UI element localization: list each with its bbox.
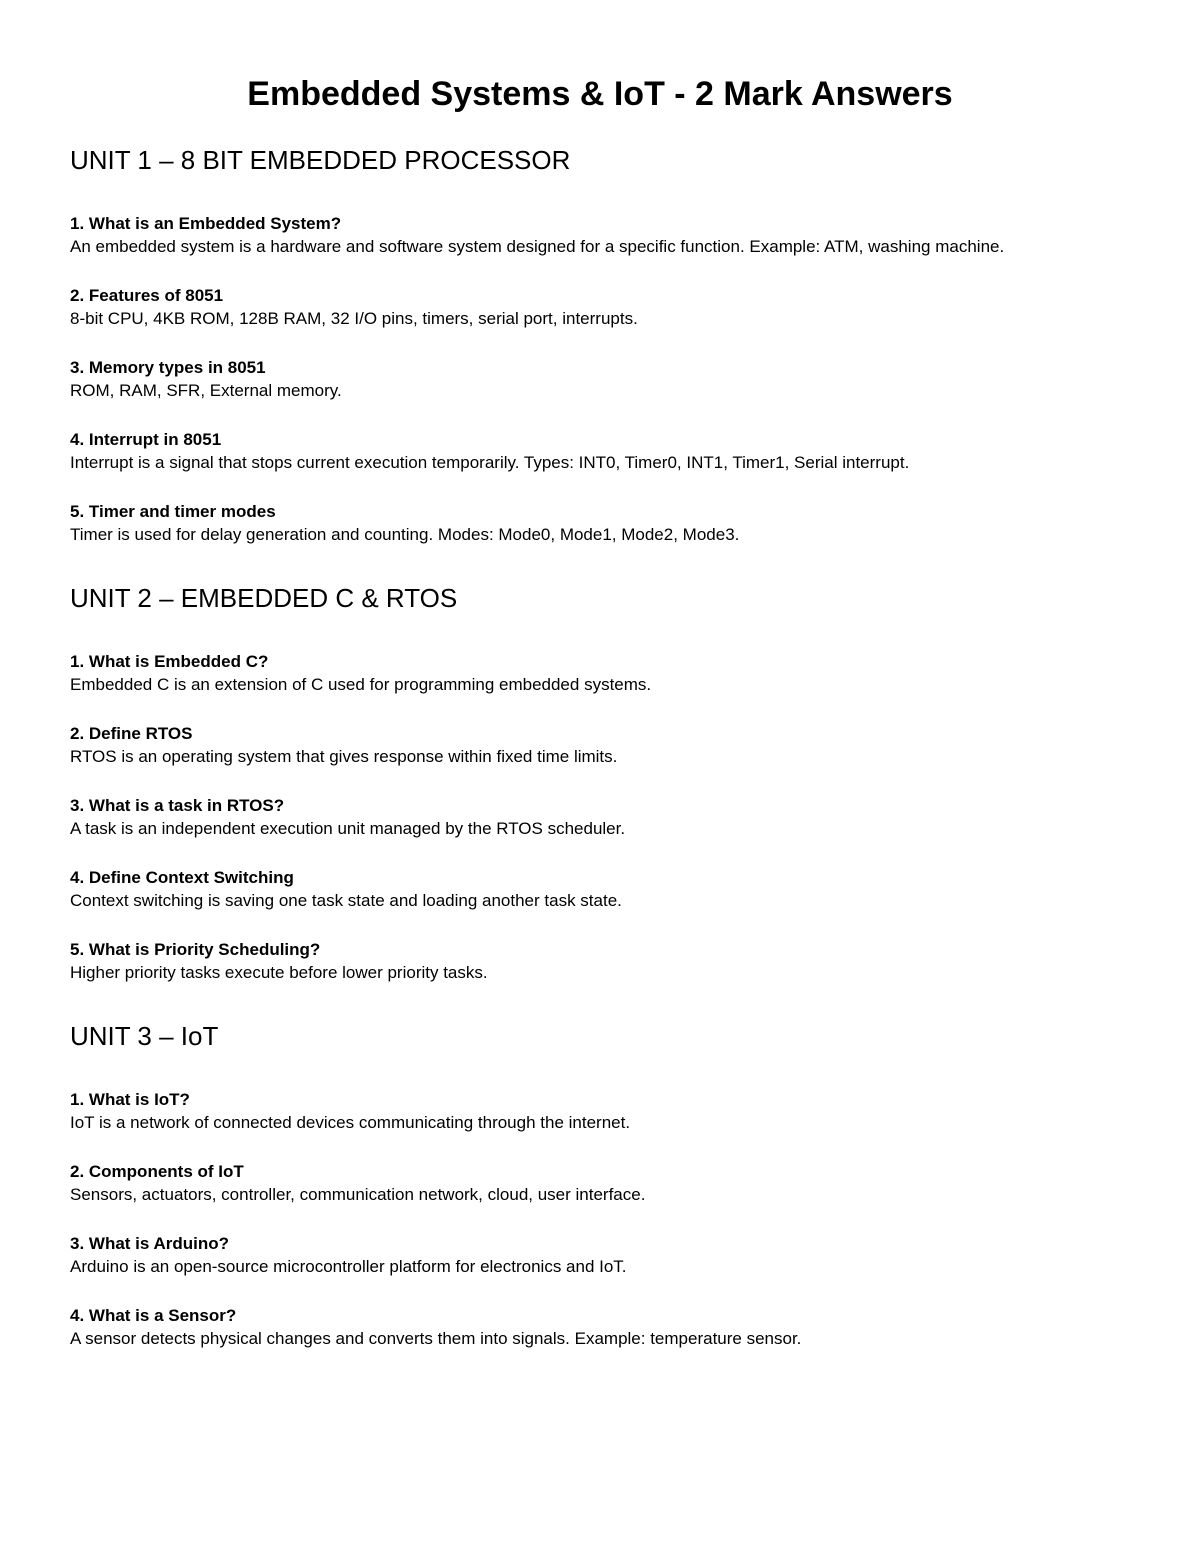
qa-item: [70, 356, 1130, 402]
answer: ROM, RAM, SFR, External memory.: [70, 381, 342, 400]
qa-item: [70, 212, 1130, 258]
unit-section-2: [70, 582, 1130, 984]
answer: Embedded C is an extension of C used for programming embedded systems.: [70, 675, 652, 694]
answer: Interrupt is a signal that stops current execution temporarily. Types: INT0, Timer0, INT1, Timer1, Serial interrupt.: [70, 453, 910, 472]
answer: IoT is a network of connected devices communicating through the internet.: [70, 1113, 631, 1132]
unit-heading: UNIT 3 – IoT: [70, 1021, 219, 1051]
question: 3. Memory types in 8051: [70, 358, 266, 377]
qa-item: [70, 722, 1130, 768]
answer: A sensor detects physical changes and converts them into signals. Example: temperature sensor.: [70, 1329, 802, 1348]
question: 4. Interrupt in 8051: [70, 430, 222, 449]
qa-item: [70, 794, 1130, 840]
question: 1. What is Embedded C?: [70, 652, 269, 671]
answer: A task is an independent execution unit managed by the RTOS scheduler.: [70, 819, 626, 838]
answer: RTOS is an operating system that gives response within fixed time limits.: [70, 747, 618, 766]
qa-item: [70, 1160, 1130, 1206]
qa-item: [70, 866, 1130, 912]
qa-item: [70, 1232, 1130, 1278]
answer: Higher priority tasks execute before lower priority tasks.: [70, 963, 488, 982]
question: 1. What is IoT?: [70, 1090, 190, 1109]
qa-item: [70, 284, 1130, 330]
question: 1. What is an Embedded System?: [70, 214, 342, 233]
question: 2. Define RTOS: [70, 724, 193, 743]
question: 2. Components of IoT: [70, 1162, 244, 1181]
question: 3. What is a task in RTOS?: [70, 796, 285, 815]
answer: Arduino is an open-source microcontroller platform for electronics and IoT.: [70, 1257, 627, 1276]
unit-section-1: [70, 144, 1130, 546]
qa-item: [70, 1304, 1130, 1350]
answer: Context switching is saving one task state and loading another task state.: [70, 891, 622, 910]
question: 2. Features of 8051: [70, 286, 224, 305]
qa-item: [70, 650, 1130, 696]
answer: Timer is used for delay generation and counting. Modes: Mode0, Mode1, Mode2, Mode3.: [70, 525, 740, 544]
answer: An embedded system is a hardware and software system designed for a specific function. Example: ATM, washing machine.: [70, 237, 1005, 256]
question: 5. Timer and timer modes: [70, 502, 276, 521]
qa-item: [70, 938, 1130, 984]
unit-heading: UNIT 2 – EMBEDDED C & RTOS: [70, 583, 458, 613]
qa-item: [70, 500, 1130, 546]
unit-section-3: [70, 1020, 1130, 1350]
question: 3. What is Arduino?: [70, 1234, 229, 1253]
question: 4. Define Context Switching: [70, 868, 294, 887]
document-title: Embedded Systems & IoT - 2 Mark Answers: [247, 75, 953, 113]
question: 5. What is Priority Scheduling?: [70, 940, 321, 959]
question: 4. What is a Sensor?: [70, 1306, 237, 1325]
qa-item: [70, 1088, 1130, 1134]
unit-heading: UNIT 1 – 8 BIT EMBEDDED PROCESSOR: [70, 145, 571, 175]
qa-item: [70, 428, 1130, 474]
answer: 8-bit CPU, 4KB ROM, 128B RAM, 32 I/O pins, timers, serial port, interrupts.: [70, 309, 638, 328]
answer: Sensors, actuators, controller, communication network, cloud, user interface.: [70, 1185, 646, 1204]
